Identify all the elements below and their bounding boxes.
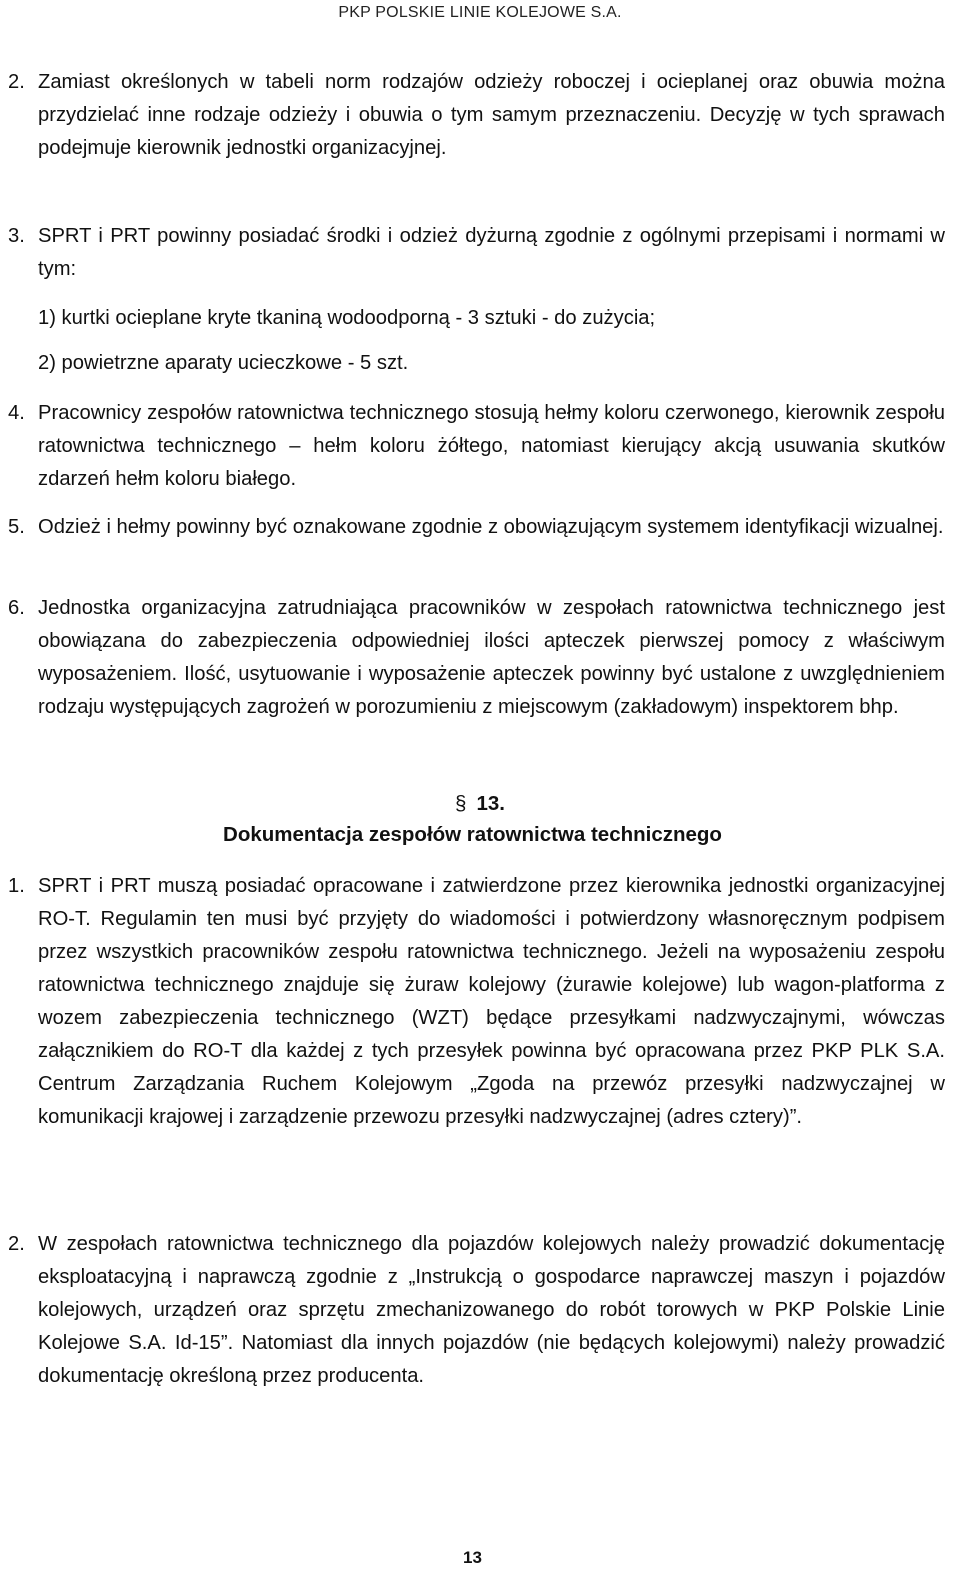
section-number (0, 792, 960, 816)
list-item-number: 6. (8, 597, 25, 619)
list-item-number: 4. (8, 402, 25, 424)
list-item-3 (0, 220, 945, 286)
list-item-text: Odzież i hełmy powinny być oznakowane zgodnie z obowiązującym systemem identyfikacji wizualnej. (38, 516, 944, 538)
list-item-2 (0, 66, 945, 165)
list-item-number: 2. (8, 71, 25, 93)
section-sign-icon: § (455, 792, 467, 815)
section-number-text: 13. (476, 792, 505, 815)
section-title: Dokumentacja zespołów ratownictwa technicznego (223, 823, 722, 846)
list-item-4 (0, 397, 945, 496)
list-item-text: Zamiast określonych w tabeli norm rodzajów odzieży roboczej i ocieplanej oraz obuwia można przydzielać inne rodzaje odzieży i obuwia o tym samym przeznaczeniu. Decyzję w tych sprawach podejmuje kierownik jednostki organizacyjnej. (38, 71, 945, 159)
list-item-5 (0, 511, 945, 544)
list-item-number: 1. (8, 875, 25, 897)
list-item-6 (0, 592, 945, 724)
list-item-text: Jednostka organizacyjna zatrudniająca pracowników w zespołach ratownictwa technicznego jest obowiązana do zabezpieczenia odpowiedniej ilości apteczek pierwszej pomocy z właściwym wyposażeniem. Ilość, usytuowanie i wyposażenie apteczek powinny być ustalone z uwzględnieniem rodzaju występujących zagrożeń w porozumieniu z miejscowym (zakładowym) inspektorem bhp. (38, 597, 945, 718)
sub-item-2: 2) powietrzne aparaty ucieczkowe - 5 szt. (38, 352, 409, 374)
list-item-number: 3. (8, 225, 25, 247)
page-header: PKP POLSKIE LINIE KOLEJOWE S.A. (338, 4, 622, 21)
list-item-text: W zespołach ratownictwa technicznego dla pojazdów kolejowych należy prowadzić dokumentację eksploatacyjną i naprawczą zgodnie z „Instrukcją o gospodarce naprawczej maszyn i pojazdów kolejowych, urządzeń oraz sprzętu zmechanizowanego do robót torowych w PKP Polskie Linie Kolejowe S.A. Id-15”. Natomiast dla innych pojazdów (nie będących kolejowymi) należy prowadzić dokumentację określoną przez producenta. (38, 1233, 945, 1387)
sub-item-1: 1) kurtki ocieplane kryte tkaniną wodoodporną - 3 sztuki - do zużycia; (38, 307, 656, 329)
list-item-text: SPRT i PRT powinny posiadać środki i odzież dyżurną zgodnie z ogólnymi przepisami i normami w tym: (38, 225, 945, 280)
list-item-text: Pracownicy zespołów ratownictwa technicznego stosują hełmy koloru czerwonego, kierownik zespołu ratownictwa technicznego – hełm koloru żółtego, natomiast kierujący akcją usuwania skutków zdarzeń hełm koloru białego. (38, 402, 945, 490)
list-item-number: 5. (8, 516, 25, 538)
list-item-2-bottom (0, 1228, 945, 1393)
list-item-number: 2. (8, 1233, 25, 1255)
page-number: 13 (463, 1548, 482, 1567)
list-item-text: SPRT i PRT muszą posiadać opracowane i zatwierdzone przez kierownika jednostki organizacyjnej RO-T. Regulamin ten musi być przyjęty do wiadomości i potwierdzony własnoręcznym podpisem przez wszystkich pracowników zespołu ratownictwa technicznego. Jeżeli na wyposażeniu zespołu ratownictwa technicznego znajduje się żuraw kolejowy (żurawie kolejowe) lub wagon-platforma z wozem zabezpieczenia technicznego (WZT) będące przesyłkami nadzwyczajnymi, wówczas załącznikiem do RO-T dla każdej z tych przesyłek powinna być opracowana przez PKP PLK S.A. Centrum Zarządzania Ruchem Kolejowym „Zgoda na przewóz przesyłki nadzwyczajnej w komunikacji krajowej i zarządzenie przewozu przesyłki nadzwyczajnej (adres cztery)”. (38, 875, 945, 1128)
list-item-1 (0, 870, 945, 1134)
